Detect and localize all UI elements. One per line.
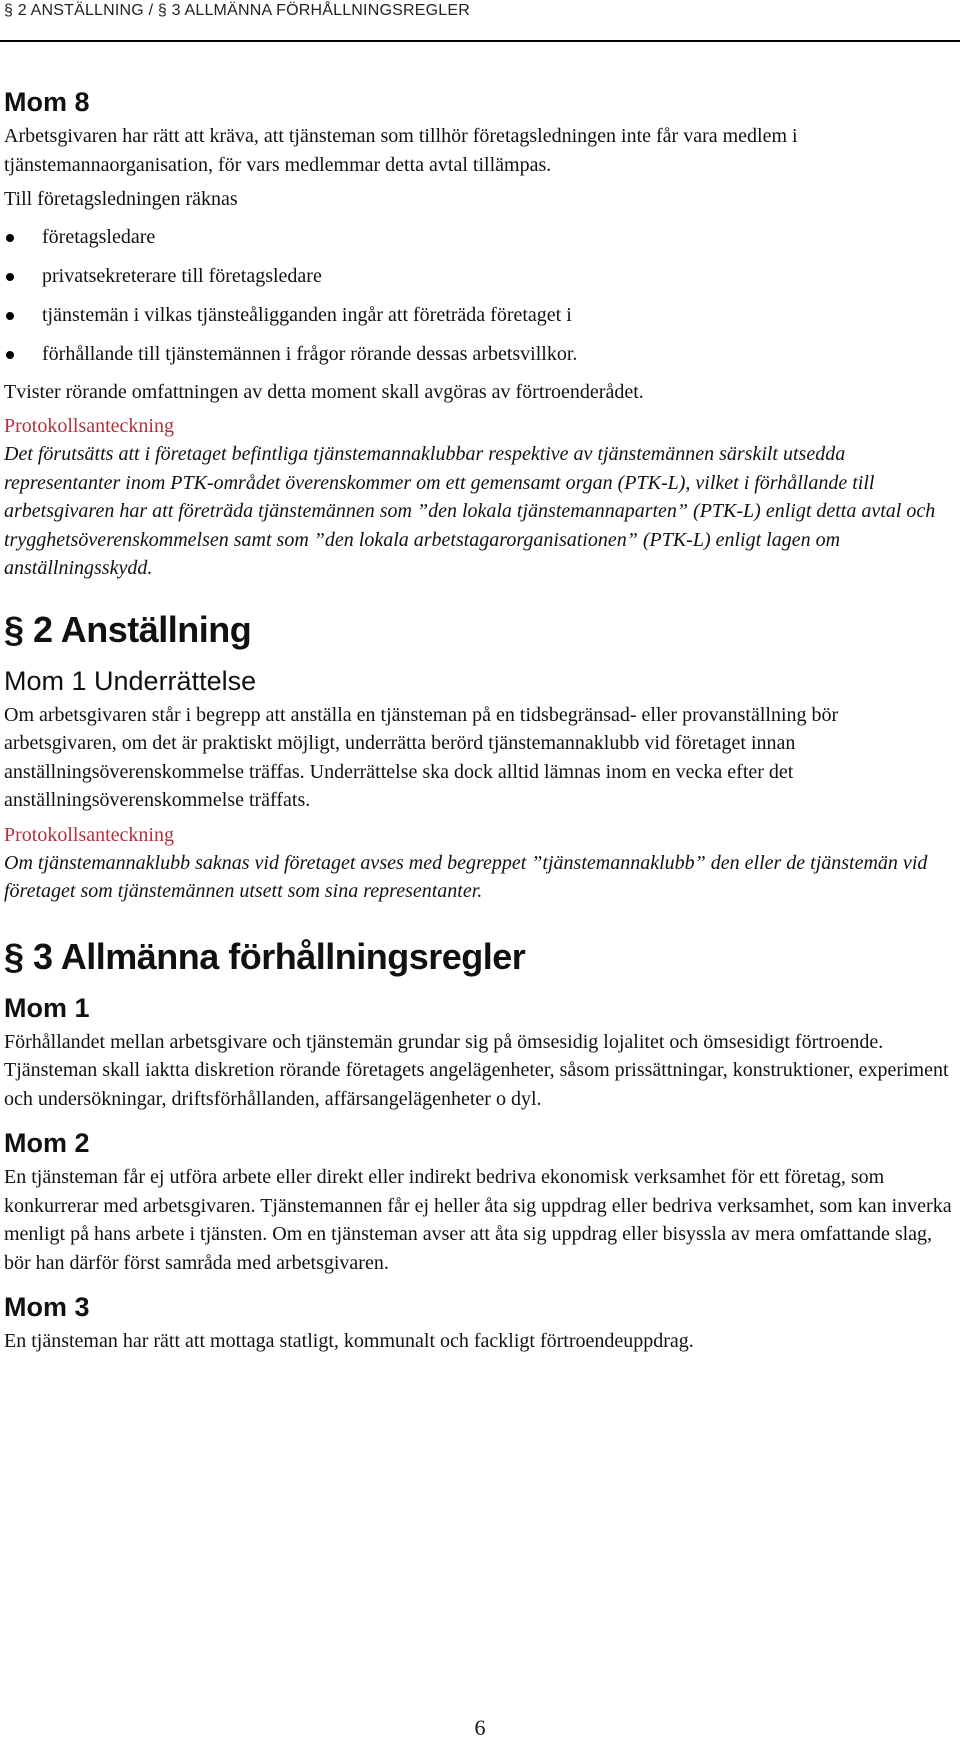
bullet-text: förhållande till tjänstemännen i frågor rörande dessas arbetsvillkor. — [42, 342, 578, 365]
section2-mom1-heading: Mom 1 Underrättelse — [4, 665, 257, 696]
section2-title: § 2 Anställning — [4, 608, 252, 650]
section3-title: § 3 Allmänna förhållningsregler — [4, 935, 526, 977]
section3-mom2-text: En tjänsteman får ej utföra arbete eller direkt eller indirekt bedriva ekonomisk verksamhet för ett företag, som konkurrerar med arbetsgivaren. Tjänstemannen får ej heller åta sig uppdrag eller bedriva verksamhet, som kan inverka menligt på hans arbete i tjänsten. Om en tjänsteman avser att åta sig uppdrag eller bisyssla av mera omfattande slag, bör han därför först samråda med arbetsgivaren. — [4, 1166, 952, 1274]
section3-mom1-heading: Mom 1 — [4, 992, 90, 1023]
bullet-text: företagsledare — [42, 225, 156, 248]
bullet-icon — [6, 351, 14, 359]
list-item — [4, 296, 954, 335]
bullet-icon — [6, 234, 14, 242]
list-item — [4, 257, 954, 296]
header-divider — [0, 40, 960, 42]
bullet-icon — [6, 312, 14, 320]
mom8-paragraph-3: Tvister rörande omfattningen av detta moment skall avgöras av förtroenderådet. — [4, 380, 644, 403]
section3-mom1-text: Förhållandet mellan arbetsgivare och tjänstemän grundar sig på ömsesidig lojalitet och ömsesidigt förtroende. Tjänsteman skall iaktta diskretion rörande företagets angelägenheter, såsom prissättningar, konstruktioner, experiment och undersökningar, driftsförhållanden, affärsangelägenheter o dyl. — [4, 1030, 949, 1110]
mom8-paragraph-1: Arbetsgivaren har rätt att kräva, att tjänsteman som tillhör företagsledningen inte får vara medlem i tjänstemannaorganisation, för vars medlemmar detta avtal tillämpas. — [4, 125, 798, 176]
page-number: 6 — [474, 1715, 486, 1740]
mom8-note-text: Det förutsätts att i företaget befintliga tjänstemannaklubbar respektive av tjänstemännen särskilt utsedda representanter inom PTK-området överenskommer om ett gemensamt organ (PTK-L), vilket i förhållande till arbetsgivaren har att företräda tjänstemännen som ”den lokala tjänstemannaparten” (PTK-L) enligt detta avtal och trygghetsöverenskommelsen samt som ”den lokala arbetstagarorganisationen” (PTK-L) enligt lagen om anställningsskydd. — [4, 443, 936, 579]
bullet-text: privatsekreterare till företagsledare — [42, 264, 322, 287]
section2-mom1-text: Om arbetsgivaren står i begrepp att anställa en tjänsteman på en tidsbegränsad- eller provanställning bör arbetsgivaren, om det är praktiskt möjligt, underrätta berörd tjänstemannaklubb vid företaget innan anställningsöverenskommelse träffas. Underrättelse ska dock alltid lämnas inom en vecka efter det anställningsöverenskommelse träffats. — [4, 703, 839, 811]
running-header: § 2 ANSTÄLLNING / § 3 ALLMÄNNA FÖRHÅLLNINGSREGLER — [4, 2, 470, 19]
list-item — [4, 218, 954, 257]
mom8-bullet-list — [4, 218, 954, 374]
page-content — [4, 82, 954, 1356]
section2-note-label: Protokollsanteckning — [4, 823, 174, 846]
bullet-icon — [6, 273, 14, 281]
bullet-text: tjänstemän i vilkas tjänsteåligganden ingår att företräda företaget i — [42, 303, 572, 326]
list-item — [4, 335, 954, 374]
section3-mom2-heading: Mom 2 — [4, 1128, 90, 1158]
section3-mom3-heading: Mom 3 — [4, 1292, 90, 1322]
mom8-heading: Mom 8 — [4, 87, 90, 117]
section2-note-text: Om tjänstemannaklubb saknas vid företaget avses med begreppet ”tjänstemannaklubb” den eller de tjänstemän vid företaget som tjänstemännen utsett som sina representanter. — [4, 851, 928, 902]
section3-mom3-text: En tjänsteman har rätt att mottaga statligt, kommunalt och fackligt förtroendeuppdrag. — [4, 1330, 694, 1352]
mom8-paragraph-2: Till företagsledningen räknas — [4, 188, 238, 210]
mom8-note-label: Protokollsanteckning — [4, 415, 174, 437]
